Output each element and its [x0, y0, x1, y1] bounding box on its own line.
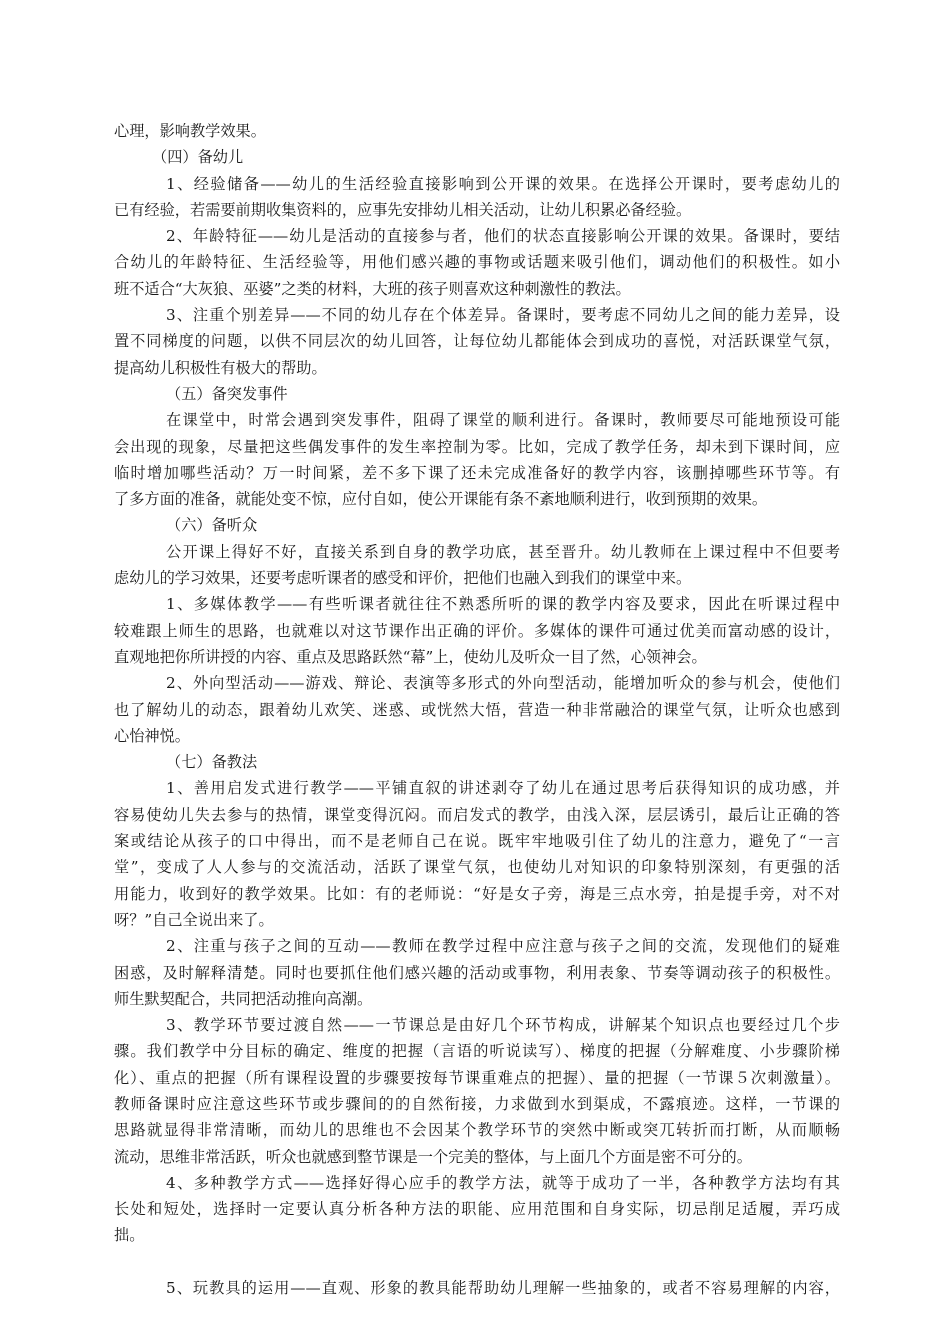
text-line: 虑幼儿的学习效果，还要考虑听课者的感受和评价，把他们也融入到我们的课堂中来。	[114, 569, 692, 588]
text-line: 1、经验储备——幼儿的生活经验直接影响到公开课的效果。在选择公开课时，要考虑幼儿的	[166, 174, 840, 193]
text-line: 3、注重个别差异——不同的幼儿存在个体差异。备课时，要考虑不同幼儿之间的能力差异，设	[166, 306, 840, 325]
text-line: 呀？”自己全说出来了。	[114, 910, 274, 929]
text-line: 2、外向型活动——游戏、辩论、表演等多形式的外向型活动，能增加听众的参与机会，使他们	[166, 674, 840, 693]
text-line: 用能力，收到好的教学效果。比如：有的老师说：“好是女子旁，海是三点水旁，拍是提手旁，对不对	[114, 884, 840, 903]
text-line: 置不同梯度的问题，以供不同层次的幼儿回答，让每位幼儿都能体会到成功的喜悦，对活跃课堂气氛，	[114, 332, 840, 351]
text-line: 了多方面的准备，就能处变不惊，应付自如，使公开课能有条不紊地顺利进行，收到预期的效果。	[114, 490, 768, 509]
text-line: 困惑，及时解释清楚。同时也要抓住他们感兴趣的活动或事物，利用表象、节奏等调动孩子的积极性。	[114, 963, 840, 982]
text-line: 1、善用启发式进行教学——平铺直叙的讲述剥夺了幼儿在通过思考后获得知识的成功感，并	[166, 779, 840, 798]
text-line: 堂”，变成了人人参与的交流活动，活跃了课堂气氛，也使幼儿对知识的印象特别深刻，有更强的活	[114, 858, 840, 877]
text-line: 化）、重点的把握（所有课程设置的步骤要按每节课重难点的把握）、量的把握（一节课５次刺激量）。	[114, 1068, 840, 1087]
text-line: 已有经验，若需要前期收集资料的，应事先安排幼儿相关活动，让幼儿积累必备经验。	[114, 200, 692, 219]
text-line: 也了解幼儿的动态，跟着幼儿欢笑、迷惑、或恍然大悟，营造一种非常融洽的课堂气氛，让听众也感到	[114, 700, 840, 719]
text-line	[114, 1249, 840, 1275]
text-line: 拙。	[114, 1226, 145, 1245]
text-line: 骤。我们教学中分目标的确定、维度的把握（言语的听说读写）、梯度的把握（分解难度、小步骤阶梯	[114, 1042, 840, 1061]
text-line: 在课堂中，时常会遇到突发事件，阻碍了课堂的顺利进行。备课时，教师要尽可能地预设可能	[166, 411, 840, 430]
text-line: 流动，思维非常活跃，听众也就感到整节课是一个完美的整体，与上面几个方面是密不可分的。	[114, 1147, 752, 1166]
text-line: 4、多种教学方式——选择好得心应手的教学方法，就等于成功了一半，各种教学方法均有其	[166, 1173, 840, 1192]
text-line: 5、玩教具的运用——直观、形象的教具能帮助幼儿理解一些抽象的，或者不容易理解的内容，	[166, 1279, 840, 1298]
text-line: 教师备课时应注意这些环节或步骤间的的自然衔接，力求做到水到渠成，不露痕迹。这样，一节课的	[114, 1094, 840, 1113]
text-line: 合幼儿的年龄特征、生活经验等，用他们感兴趣的事物或话题来吸引他们，调动他们的积极性。如小	[114, 253, 840, 272]
text-line: 师生默契配合，共同把活动推向高潮。	[114, 989, 373, 1008]
section-heading: （五）备突发事件	[166, 384, 288, 403]
text-line: 案或结论从孩子的口中得出，而不是老师自己在说。既牢牢地吸引住了幼儿的注意力，避免了“一言	[114, 832, 840, 851]
text-line: 提高幼儿积极性有极大的帮助。	[114, 358, 327, 377]
text-line: 会出现的现象，尽量把这些偶发事件的发生率控制为零。比如，完成了教学任务，却未到下课时间，应	[114, 437, 840, 456]
text-line: 临时增加哪些活动？万一时间紧，差不多下课了还未完成准备好的教学内容，该删掉哪些环节等。有	[114, 463, 840, 482]
text-line: 直观地把你所讲授的内容、重点及思路跃然“幕”上，使幼儿及听众一目了然，心领神会。	[114, 647, 707, 666]
text-line: 1、多媒体教学——有些听课者就往往不熟悉所听的课的教学内容及要求，因此在听课过程中	[166, 595, 840, 614]
section-heading: （六）备听众	[166, 516, 258, 535]
text-line: 容易使幼儿失去参与的热情，课堂变得沉闷。而启发式的教学，由浅入深，层层诱引，最后让正确的答	[114, 805, 840, 824]
text-line: 班不适合“大灰狼、巫婆”之类的材料，大班的孩子则喜欢这种刺激性的教法。	[114, 279, 631, 298]
text-line: 3、教学环节要过渡自然——一节课总是由好几个环节构成，讲解某个知识点也要经过几个步	[166, 1016, 840, 1035]
text-line: 思路就显得非常清晰，而幼儿的思维也不会因某个教学环节的突然中断或突兀转折而打断，从而顺畅	[114, 1121, 840, 1140]
text-line: 2、年龄特征——幼儿是活动的直接参与者，他们的状态直接影响公开课的效果。备课时，要结	[166, 227, 840, 246]
section-heading: （四）备幼儿	[152, 148, 244, 167]
document-page	[114, 118, 840, 1301]
text-line: 较难跟上师生的思路，也就难以对这节课作出正确的评价。多媒体的课件可通过优美而富动感的设计，	[114, 621, 840, 640]
section-heading: （七）备教法	[166, 753, 258, 772]
text-line: 长处和短处，选择时一定要认真分析各种方法的职能、应用范围和自身实际，切忌削足适履，弄巧成	[114, 1200, 840, 1219]
text-line: 心怡神悦。	[114, 726, 190, 745]
text-line: 2、注重与孩子之间的互动——教师在教学过程中应注意与孩子之间的交流，发现他们的疑难	[166, 937, 840, 956]
text-line: 心理，影响教学效果。	[114, 122, 266, 140]
text-line: 公开课上得好不好，直接关系到自身的教学功底，甚至晋升。幼儿教师在上课过程中不但要考	[166, 542, 840, 561]
